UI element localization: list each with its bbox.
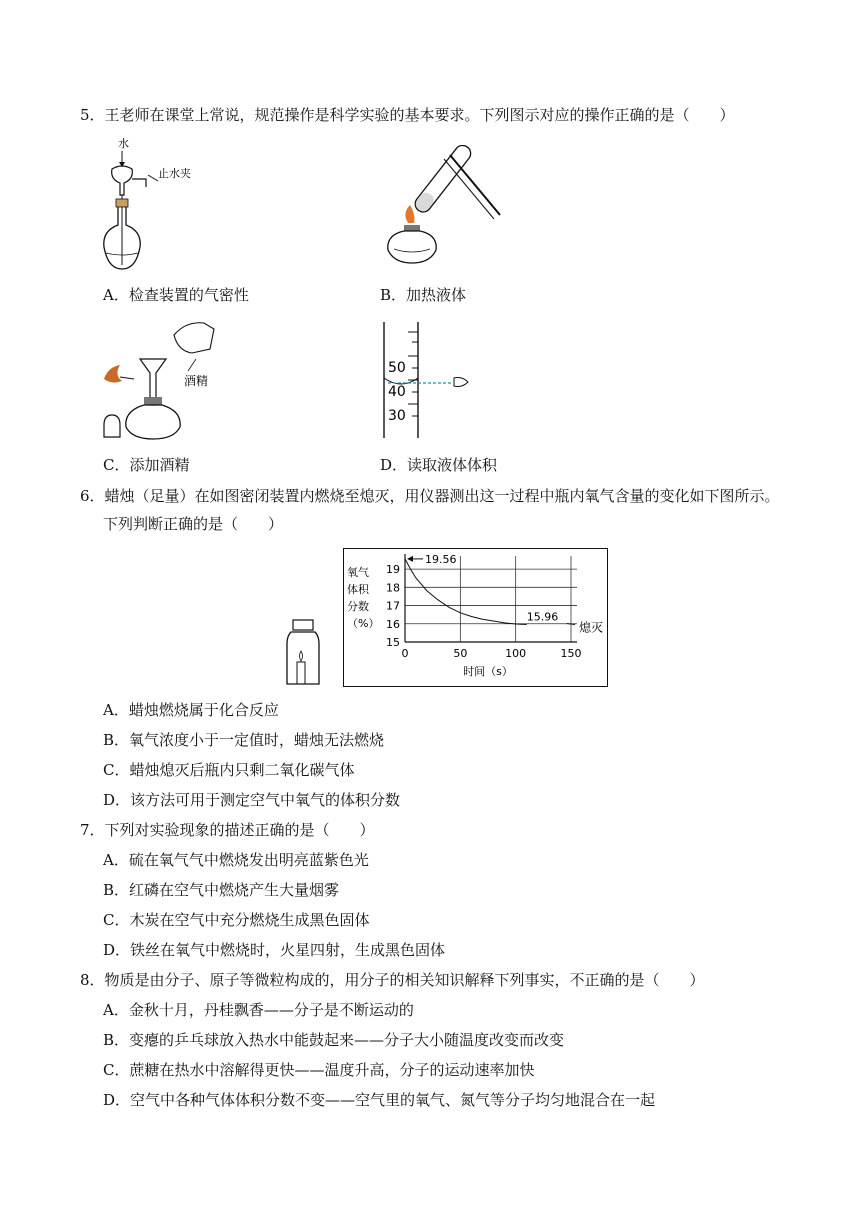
q5-option-d: D．读取液体体积: [380, 456, 498, 474]
q5-stem: 5．王老师在课堂上常说，规范操作是科学实验的基本要求。下列图示对应的操作正确的是（ ）: [80, 106, 735, 124]
lamp-liquid: [394, 249, 430, 252]
side-tube: [132, 179, 146, 187]
q8-option-b: B．变瘪的乒乓球放入热水中能鼓起来——分子大小随温度改变而改变: [103, 1031, 565, 1049]
tick-label-30: 30: [388, 408, 406, 424]
start-value-label: 19.56: [425, 552, 457, 566]
figure-heating-liquid: [378, 145, 508, 270]
q7-stem: 7．下列对实验现象的描述正确的是（ ）: [80, 821, 375, 839]
q6-option-b: B．氧气浓度小于一定值时，蜡烛无法燃烧: [103, 731, 385, 749]
q6-stem-line2: 下列判断正确的是（ ）: [103, 515, 284, 533]
flame: [405, 205, 414, 223]
clamp-label: 止水夹: [158, 167, 191, 180]
q5-option-a: A．检查装置的气密性: [103, 286, 249, 304]
funnel-bulb: [112, 166, 133, 195]
tick-label-40: 40: [388, 384, 406, 400]
q6-option-c: C．蜡烛熄灭后瓶内只剩二氧化碳气体: [103, 761, 355, 779]
y-axis-label-line: 分数: [347, 600, 369, 613]
water-label: 水: [118, 137, 129, 150]
q7-option-c: C．木炭在空气中充分燃烧生成黑色固体: [103, 911, 370, 929]
y-tick-label: 15: [386, 636, 400, 649]
q7-option-d: D．铁丝在氧气中燃烧时，火星四射，生成黑色固体: [103, 941, 446, 959]
x-axis-label: 时间（s）: [463, 665, 513, 678]
test-tube-liquid: [413, 190, 436, 214]
tube-holder-2: [444, 159, 494, 219]
y-tick-label: 17: [386, 599, 400, 613]
x-tick-label: 100: [505, 647, 527, 660]
alcohol-pointer: [188, 359, 196, 371]
stopper: [116, 199, 128, 207]
lamp-neck-c: [144, 397, 162, 405]
tube-holder: [450, 155, 500, 215]
q6-option-a: A．蜡烛燃烧属于化合反应: [103, 701, 279, 719]
match: [120, 377, 134, 379]
clamp-pointer: [148, 175, 158, 181]
figure-sealed-jar: [283, 618, 323, 690]
y-tick-label: 18: [386, 581, 400, 595]
q7-option-b: B．红磷在空气中燃烧产生大量烟雾: [103, 881, 340, 899]
y-axis-label-line: （%）: [347, 617, 380, 630]
lamp-cap: [104, 415, 120, 437]
q5-option-c: C．添加酒精: [103, 456, 190, 474]
q7-option-a: A．硫在氧气气中燃烧发出明亮蓝紫色光: [103, 851, 369, 869]
q5-option-b: B．加热液体: [380, 286, 467, 304]
q8-option-d: D．空气中各种气体体积分数不变——空气里的氧气、氮气等分子均匀地混合在一起: [103, 1091, 656, 1109]
lamp-neck: [404, 225, 420, 231]
end-note-label: 熄灭: [579, 620, 604, 635]
candle-flame: [300, 651, 303, 661]
q8-option-c: C．蔗糖在热水中溶解得更快——温度升高，分子的运动速率加快: [103, 1061, 535, 1079]
y-tick-label: 19: [386, 563, 400, 577]
y-axis-label-line: 氧气: [347, 566, 369, 579]
alcohol-label: 酒精: [184, 374, 209, 388]
jar-body: [287, 632, 319, 684]
q6-stem-line1: 6．蜡烛（足量）在如图密闭装置内燃烧至熄灭，用仪器测出这一过程中瓶内氧气含量的变化如下图所示。: [80, 487, 780, 505]
jar-lid: [293, 620, 313, 630]
eye-icon: [454, 378, 468, 387]
x-tick-label: 0: [401, 647, 409, 660]
figure-add-alcohol: [100, 315, 225, 445]
cylinder-ticks: [408, 332, 418, 416]
hand-bottle: [174, 323, 214, 353]
q8-stem: 8．物质是由分子、原子等微粒构成的，用分子的相关知识解释下列事实，不正确的是（ ）: [80, 971, 705, 989]
figure-read-volume: [378, 320, 488, 440]
tick-label-50: 50: [388, 360, 406, 376]
alcohol-lamp-c: [126, 405, 180, 439]
end-value-label: 15.96: [526, 610, 559, 624]
figure-airtight-check: [100, 135, 210, 275]
y-tick-label: 16: [386, 617, 400, 631]
q8-option-a: A．金秋十月，丹桂飘香——分子是不断运动的: [103, 1001, 414, 1019]
q6-option-d: D．该方法可用于测定空气中氧气的体积分数: [103, 791, 401, 809]
alcohol-lamp: [388, 231, 436, 263]
x-tick-label: 50: [453, 647, 468, 660]
y-axis-label-line: 体积: [347, 583, 369, 596]
flame-left: [104, 365, 122, 383]
x-tick-label: 150: [560, 647, 582, 660]
oxygen-chart: [343, 548, 608, 688]
candle: [297, 662, 305, 684]
